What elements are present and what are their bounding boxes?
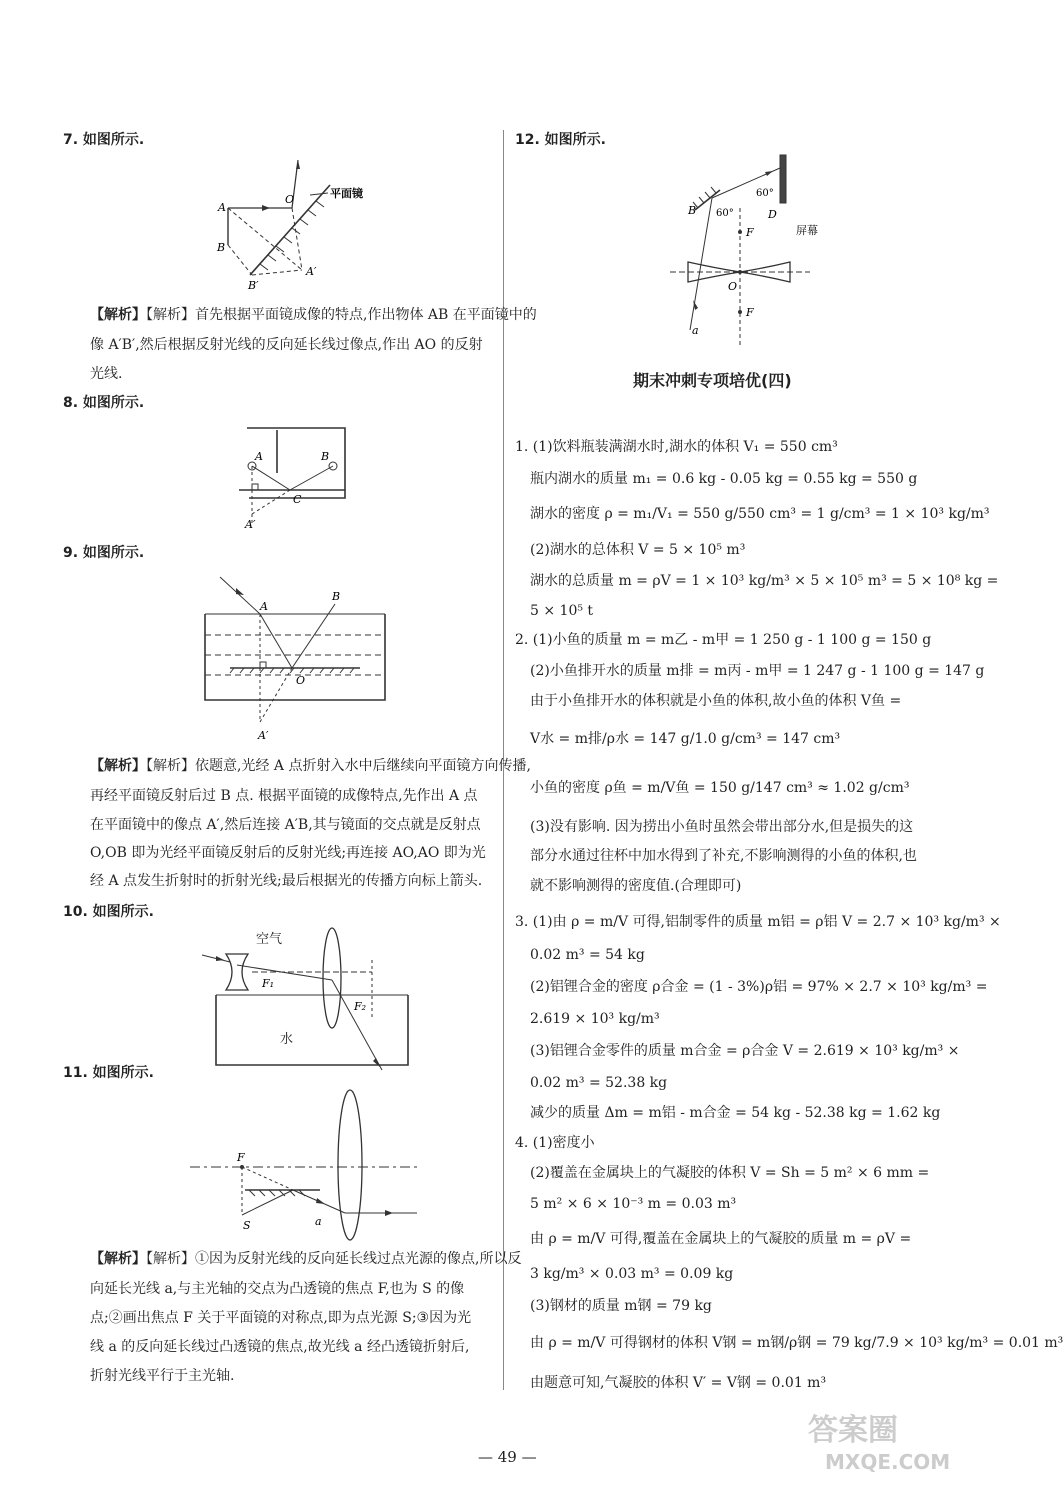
q9-label: 9. 如图所示.	[63, 545, 145, 561]
q7-point-b-prime: B′	[248, 279, 259, 292]
answer-line: 1. (1)饮料瓶装满湖水时,湖水的体积 V₁ = 550 cm³	[515, 439, 838, 455]
q12-point-b: B	[688, 204, 697, 217]
q12-focus-f-top: F	[746, 226, 754, 239]
answer-line: 4. (1)密度小	[515, 1135, 595, 1151]
answer-line: (2)铝锂合金的密度 ρ合金 = (1 - 3%)ρ铝 = 97% × 2.7 × 10³ kg/m³ =	[530, 979, 988, 995]
answer-line: (2)小鱼排开水的质量 m排 = m丙 - m甲 = 1 247 g - 1 100 g = 147 g	[530, 663, 985, 679]
q12-diagram	[660, 150, 860, 350]
q11-analysis-5: 折射光线平行于主光轴.	[90, 1368, 235, 1384]
answer-line: (2)覆盖在金属块上的气凝胶的体积 V = Sh = 5 m² × 6 mm =	[530, 1165, 930, 1181]
q8-diagram	[235, 428, 355, 538]
answer-line: 部分水通过往杯中加水得到了补充,不影响测得的小鱼的体积,也	[530, 848, 917, 864]
answer-line: 湖水的密度 ρ = m₁/V₁ = 550 g/550 cm³ = 1 g/cm³ = 1 × 10³ kg/m³	[530, 506, 990, 522]
q9-point-o: O	[296, 674, 306, 687]
q8-point-a: A	[255, 450, 263, 463]
q8-point-b: B	[321, 450, 330, 463]
q11-analysis-3: 点;②画出焦点 F 关于平面镜的对称点,即为点光源 S;③因为光	[90, 1310, 472, 1326]
q12-angle-bottom: 60°	[716, 208, 734, 219]
answer-line: (2)湖水的总体积 V = 5 × 10⁵ m³	[530, 542, 746, 558]
q10-diagram	[182, 940, 412, 1075]
q12-screen-label: 屏幕	[796, 224, 818, 237]
q8-point-a-prime: A′	[245, 518, 256, 531]
q12-point-d: D	[768, 208, 777, 221]
q12-point-o: O	[728, 280, 738, 293]
answer-line: 由于小鱼排开水的体积就是小鱼的体积,故小鱼的体积 V鱼 =	[530, 693, 902, 709]
q7-point-b: B	[217, 241, 226, 254]
answer-line: 3. (1)由 ρ = m/V 可得,铝制零件的质量 m铝 = ρ铝 V = 2.7 × 10³ kg/m³ ×	[515, 914, 1001, 930]
q11-ray-a: a	[315, 1215, 322, 1228]
q11-focus-f: F	[237, 1151, 245, 1164]
answer-line: 2.619 × 10³ kg/m³	[530, 1011, 660, 1027]
answer-line: 由 ρ = m/V 可得,覆盖在金属块上的气凝胶的质量 m = ρV =	[530, 1231, 912, 1247]
q7-point-a-prime: A′	[306, 265, 317, 278]
answer-line: 由题意可知,气凝胶的体积 V′ = V钢 = 0.01 m³	[530, 1375, 827, 1391]
q10-focus-f1: F₁	[262, 977, 275, 990]
q9-diagram	[200, 572, 390, 747]
watermark-url: MXQE.COM	[825, 1450, 951, 1474]
q7-label: 7. 如图所示.	[63, 132, 145, 148]
q11-point-s: S	[243, 1219, 251, 1232]
q7-point-a: A	[218, 201, 226, 214]
watermark-logo-text: 答案圈	[808, 1413, 898, 1448]
answer-line: 2. (1)小鱼的质量 m = m乙 - m甲 = 1 250 g - 1 100 g = 150 g	[515, 632, 932, 648]
q7-analysis-2: 像 A′B′,然后根据反射光线的反向延长线过像点,作出 AO 的反射	[90, 337, 483, 353]
answer-line: 5 × 10⁵ t	[530, 603, 594, 619]
q10-air-label: 空气	[256, 932, 283, 947]
answer-line: 3 kg/m³ × 0.03 m³ = 0.09 kg	[530, 1266, 734, 1282]
q9-point-a: A	[260, 600, 268, 613]
q11-label: 11. 如图所示.	[63, 1065, 154, 1081]
q9-point-b: B	[332, 590, 341, 603]
q12-angle-top: 60°	[756, 188, 774, 199]
answer-line: 就不影响测得的密度值.(合理即可)	[530, 878, 742, 894]
q11-analysis-4: 线 a 的反向延长线过凸透镜的焦点,故光线 a 经凸透镜折射后,	[90, 1339, 470, 1355]
q12-ray-a: a	[692, 324, 699, 337]
q10-label: 10. 如图所示.	[63, 904, 154, 920]
q11-diagram	[185, 1085, 425, 1235]
q11-analysis-1: 【解析】【解析】①因为反射光线的反向延长线过点光源的像点,所以反	[90, 1251, 522, 1267]
q9-point-a-prime: A′	[258, 729, 269, 742]
section-heading: 期末冲刺专项培优(四)	[633, 371, 792, 390]
q9-analysis-4: O,OB 即为光经平面镜反射后的反射光线;再连接 AO,AO 即为光	[90, 845, 486, 861]
answer-line: (3)没有影响. 因为捞出小鱼时虽然会带出部分水,但是损失的这	[530, 819, 914, 835]
answer-line: 小鱼的密度 ρ鱼 = m/V鱼 = 150 g/147 cm³ ≈ 1.02 g/cm³	[530, 780, 910, 796]
answer-line: 0.02 m³ = 54 kg	[530, 947, 645, 963]
answer-line: (3)钢材的质量 m钢 = 79 kg	[530, 1298, 712, 1314]
q10-water-label: 水	[280, 1032, 294, 1047]
answer-line: 瓶内湖水的质量 m₁ = 0.6 kg - 0.05 kg = 0.55 kg = 550 g	[530, 471, 918, 487]
q11-analysis-2: 向延长光线 a,与主光轴的交点为凸透镜的焦点 F,也为 S 的像	[90, 1281, 465, 1297]
answer-line: 由 ρ = m/V 可得钢材的体积 V钢 = m钢/ρ钢 = 79 kg/7.9 × 10³ kg/m³ = 0.01 m³	[530, 1335, 1063, 1351]
answer-line: 湖水的总质量 m = ρV = 1 × 10³ kg/m³ × 5 × 10⁵ m³ = 5 × 10⁸ kg =	[530, 573, 999, 589]
q9-analysis-3: 在平面镜中的像点 A′,然后连接 A′B,其与镜面的交点就是反射点	[90, 817, 481, 833]
q7-analysis-3: 光线.	[90, 366, 123, 382]
q8-label: 8. 如图所示.	[63, 395, 145, 411]
answer-line: V水 = m排/ρ水 = 147 g/1.0 g/cm³ = 147 cm³	[530, 731, 841, 747]
q9-analysis-2: 再经平面镜反射后过 B 点. 根据平面镜的成像特点,先作出 A 点	[90, 788, 478, 804]
answer-line: (3)铝锂合金零件的质量 m合金 = ρ合金 V = 2.619 × 10³ kg/m³ ×	[530, 1043, 960, 1059]
q9-analysis-1: 【解析】【解析】依题意,光经 A 点折射入水中后继续向平面镜方向传播,	[90, 758, 531, 774]
q7-diagram	[210, 155, 370, 295]
q7-analysis-1: 【解析】【解析】首先根据平面镜成像的特点,作出物体 AB 在平面镜中的	[90, 307, 537, 323]
q10-focus-f2: F₂	[354, 1000, 367, 1013]
q12-focus-f-bottom: F	[746, 306, 754, 319]
page-number: — 49 —	[478, 1448, 537, 1466]
q7-point-o: O	[285, 193, 295, 206]
q7-mirror-label: 平面镜	[330, 187, 363, 200]
answer-line: 减少的质量 Δm = m铝 - m合金 = 54 kg - 52.38 kg = 1.62 kg	[530, 1105, 941, 1121]
q12-label: 12. 如图所示.	[515, 132, 606, 148]
answer-line: 0.02 m³ = 52.38 kg	[530, 1075, 668, 1091]
answer-line: 5 m² × 6 × 10⁻³ m = 0.03 m³	[530, 1196, 737, 1212]
q9-analysis-5: 经 A 点发生折射时的折射光线;最后根据光的传播方向标上箭头.	[90, 873, 483, 889]
q8-point-c: C	[293, 493, 302, 506]
